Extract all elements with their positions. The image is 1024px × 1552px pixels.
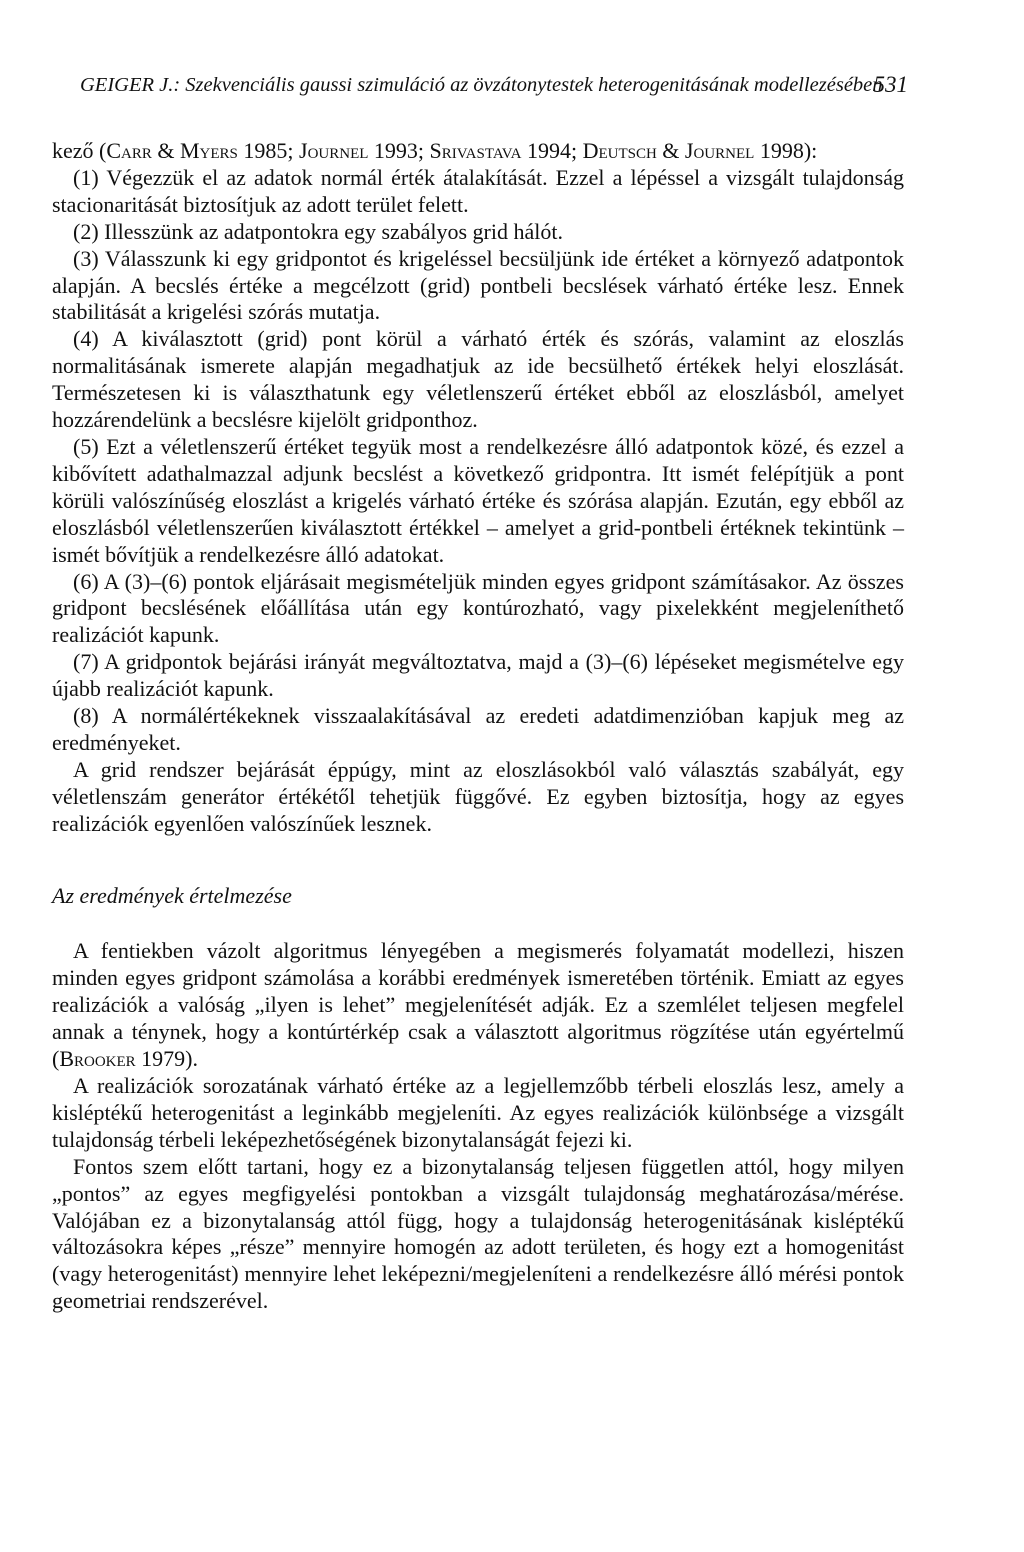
ref-carr-myers: Carr & Myers: [106, 138, 238, 163]
closing-paragraph: A grid rendszer bejárását éppúgy, mint az eloszlásokból való választás szabályát, egy véletlenszám generátor értékétől tehetjük függővé. Ez egyben biztosítja, hogy az egyes realizációk egyenlően valószínűek lesznek.: [52, 756, 904, 836]
step-2: (2) Illesszünk az adatpontokra egy szabályos grid hálót.: [73, 218, 563, 244]
body-text: [52, 138, 904, 1315]
ref-journel: Journel: [299, 138, 369, 163]
step-5: (5) Ezt a véletlenszerű értéket tegyük most a rendelkezésre álló adatpontok közé, és ezzel a kibővített adathalmazzal adjunk becslést a következő gridpontra. Itt ismét felépítjük a pont körüli valószínűség eloszlást a krigelés várható értéke és szórása alapján. Ezután, egy ebből az eloszlásból véletlenszerűen kiválasztott értékkel – amelyet a grid-pontbeli értéknek tekintünk – ismét bővítjük a rendelkezésre álló adatokat.: [52, 433, 904, 567]
step-6: (6) A (3)–(6) pontok eljárásait megismételjük minden egyes gridpont számításakor. Az összes gridpont becslésének előállítása után egy kontúrozható, vagy pixelekként megjeleníthető realizációt kapunk.: [52, 568, 904, 648]
intro-paragraph: [52, 138, 904, 165]
running-head-title: [80, 74, 883, 97]
results-paragraph-3: Fontos szem előtt tartani, hogy ez a bizonytalanság teljesen független attól, hogy milyen „pontos” az egyes megfigyelési pontokban a vizsgált tulajdonság meghatározása/mérése. Valójában ez a bizonytalanság attól függ, hogy a tulajdonság heterogenitásának kisléptékű változásokra képes „része” mennyire homogén az adott területen, és hogy ezt a homogenitást (vagy heterogenitást) mennyire lehet leképezni/megjeleníteni a rendelkezésre álló mérési pontok geometriai rendszerével.: [52, 1153, 904, 1314]
ref-brooker: Brooker: [59, 1046, 136, 1072]
p1-text: A fentiekben vázolt algoritmus lényegében a megismerés folyamatát modellezi, hiszen minden egyes gridpont számolása a korábbi eredmények ismeretében történik. Emiatt az egyes realizációk a valóság „ilyen is lehet” megjelenítését adják. Ez a szemlélet teljesen megfelel annak a ténynek, hogy a kontúrtérkép csak a választott algoritmus rögzítése után egyértelmű (: [52, 938, 904, 1072]
ref-srivastava: Srivastava: [429, 138, 522, 163]
section-heading: Az eredmények értelmezése: [52, 882, 292, 908]
page-number: 531: [873, 72, 908, 97]
results-paragraph-2: A realizációk sorozatának várható értéke az a legjellemzőbb térbeli eloszlás lesz, amely a kisléptékű heterogenitást a leginkább megjeleníti. Az egyes realizációk különbsége a vizsgált tulajdonság térbeli leképezhetőségének bizonytalanságát fejezi ki.: [52, 1073, 904, 1152]
header-author: GEIGER J.: [80, 74, 174, 96]
ref-year: 1998):: [754, 138, 818, 163]
ref-year: 1985;: [237, 138, 300, 163]
step-7: (7) A gridpontok bejárási irányát megváltoztatva, majd a (3)–(6) lépéseket megismételve egy újabb realizációt kapunk.: [52, 649, 904, 702]
ref-year: 1993;: [368, 138, 430, 163]
p1-end: 1979).: [135, 1046, 198, 1072]
results-paragraph-1: [52, 938, 904, 1073]
ref-deutsch-journel: Deutsch & Journel: [582, 138, 755, 163]
ref-year: 1994;: [521, 138, 583, 163]
intro-prefix: kező (: [52, 138, 107, 163]
running-head: [80, 74, 908, 104]
step-1: (1) Végezzük el az adatok normál érték átalakítását. Ezzel a lépéssel a vizsgált tulajdonság stacionaritását biztosítjuk az adott terület felett.: [52, 164, 904, 217]
step-4: (4) A kiválasztott (grid) pont körül a várható érték és szórás, valamint az eloszlás normalitásának ismerete alapján megadhatjuk az ide becsülhető értékek helyi eloszlását. Természetesen ki is választhatunk egy véletlenszerű értéket ebből az eloszlásból, amelyet hozzárendelünk a becslésre kijelölt gridponthoz.: [52, 326, 904, 433]
step-8: (8) A normálértékeknek visszaalakításával az eredeti adatdimenzióban kapjuk meg az eredményeket.: [52, 703, 904, 755]
step-3: (3) Válasszunk ki egy gridpontot és krigeléssel becsüljünk ide értéket a környező adatpontok alapján. A becslés értéke a megcélzott (grid) pontbeli becslések várható értéke lesz. Ennek stabilitását a krigelési szórás mutatja.: [52, 245, 904, 325]
header-title: : Szekvenciális gaussi szimuláció az övzátonytestek heterogenitásának modellezésében: [173, 74, 883, 96]
